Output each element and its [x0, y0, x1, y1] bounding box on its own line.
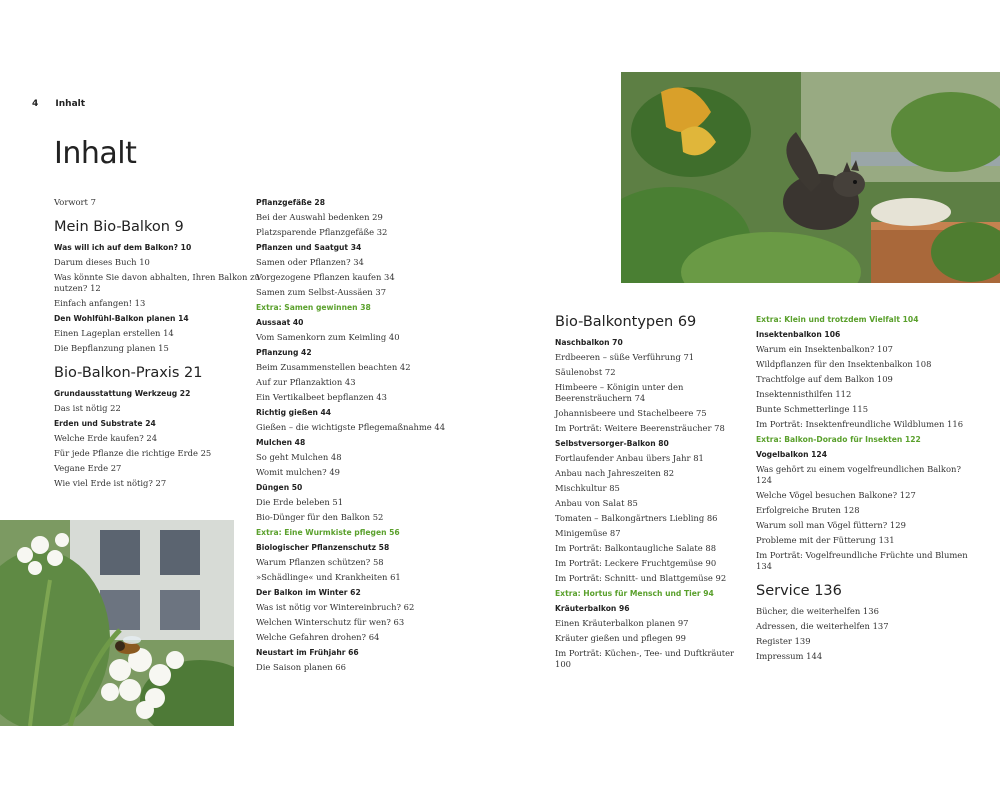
toc-entry-fuer-jede-pflanze-die-richtige-erde-25: Für jede Pflanze die richtige Erde 25 — [54, 448, 212, 458]
toc-section-den-wohlfuehl-balkon-planen-14: Den Wohlfühl-Balkon planen 14 — [54, 314, 189, 323]
toc-entry-schaedlinge-und-krankheiten-61: »Schädlinge« und Krankheiten 61 — [256, 572, 401, 582]
toc-column-4 — [756, 314, 971, 666]
toc-entry-vegane-erde-27: Vegane Erde 27 — [54, 463, 122, 473]
toc-entry-mischkultur-85: Mischkultur 85 — [555, 483, 620, 493]
toc-extra-extra-samen-gewinnen-38: Extra: Samen gewinnen 38 — [256, 303, 371, 312]
toc-entry-bei-der-auswahl-bedenken-29: Bei der Auswahl bedenken 29 — [256, 212, 383, 222]
toc-section-erden-und-substrate-24: Erden und Substrate 24 — [54, 419, 156, 428]
page-title: Inhalt — [54, 136, 137, 171]
toc-extra-extra-eine-wurmkiste-pflegen-56: Extra: Eine Wurmkiste pflegen 56 — [256, 528, 400, 537]
toc-entry-anbau-nach-jahreszeiten-82: Anbau nach Jahreszeiten 82 — [555, 468, 675, 478]
toc-entry-im-portraet-leckere-fruchtgemuese-90: Im Porträt: Leckere Fruchtgemüse 90 — [555, 558, 717, 568]
toc-entry-darum-dieses-buch-10: Darum dieses Buch 10 — [54, 257, 150, 267]
toc-entry-wildpflanzen-fuer-den-insektenbalkon-108: Wildpflanzen für den Insektenbalkon 108 — [756, 359, 932, 369]
toc-entry-was-koennte-sie-davon-abhalten-ihren-balkon-zu-n: Was könnte Sie davon abhalten, Ihren Balkon zu nutzen? 12 — [54, 272, 260, 293]
bee-on-chives-photo-image — [0, 520, 234, 726]
toc-entry-ein-vertikalbeet-bepflanzen-43: Ein Vertikalbeet bepflanzen 43 — [256, 392, 387, 402]
toc-entry-probleme-mit-der-fuetterung-131: Probleme mit der Fütterung 131 — [756, 535, 895, 545]
toc-section-neustart-im-fruehjahr-66: Neustart im Frühjahr 66 — [256, 648, 359, 657]
toc-column-2 — [256, 197, 481, 677]
toc-section-insektenbalkon-106: Insektenbalkon 106 — [756, 330, 841, 339]
toc-entry-warum-pflanzen-schuetzen-58: Warum Pflanzen schützen? 58 — [256, 557, 384, 567]
toc-entry-register-139: Register 139 — [756, 636, 811, 646]
toc-entry-vorwort-7: Vorwort 7 — [54, 197, 96, 207]
toc-entry-welchen-winterschutz-fuer-wen-63: Welchen Winterschutz für wen? 63 — [256, 617, 405, 627]
toc-chapter-bio-balkontypen-69: Bio-Balkontypen 69 — [555, 314, 697, 330]
toc-entry-warum-ein-insektenbalkon-107: Warum ein Insektenbalkon? 107 — [756, 344, 893, 354]
toc-entry-vorgezogene-pflanzen-kaufen-34: Vorgezogene Pflanzen kaufen 34 — [256, 272, 395, 282]
toc-entry-kraeuter-giessen-und-pflegen-99: Kräuter gießen und pflegen 99 — [555, 633, 686, 643]
page-number: 4 — [32, 99, 39, 109]
toc-column-1 — [54, 197, 279, 493]
toc-entry-einfach-anfangen-13: Einfach anfangen! 13 — [54, 298, 146, 308]
toc-entry-die-saison-planen-66: Die Saison planen 66 — [256, 662, 346, 672]
toc-entry-welche-erde-kaufen-24: Welche Erde kaufen? 24 — [54, 433, 158, 443]
toc-entry-wie-viel-erde-ist-noetig-27: Wie viel Erde ist nötig? 27 — [54, 478, 167, 488]
toc-entry-im-portraet-balkontaugliche-salate-88: Im Porträt: Balkontaugliche Salate 88 — [555, 543, 717, 553]
toc-entry-saeulenobst-72: Säulenobst 72 — [555, 367, 616, 377]
toc-entry-welche-voegel-besuchen-balkone-127: Welche Vögel besuchen Balkone? 127 — [756, 490, 916, 500]
toc-entry-im-portraet-kuechen-tee-und-duftkraeuter-100: Im Porträt: Küchen-, Tee- und Duftkräuter 100 — [555, 648, 735, 669]
toc-entry-platzsparende-pflanzgefaesse-32: Platzsparende Pflanzgefäße 32 — [256, 227, 388, 237]
toc-extra-extra-hortus-fuer-mensch-und-tier-94: Extra: Hortus für Mensch und Tier 94 — [555, 589, 714, 598]
toc-entry-was-ist-noetig-vor-wintereinbruch-62: Was ist nötig vor Wintereinbruch? 62 — [256, 602, 415, 612]
running-head — [32, 99, 85, 109]
toc-entry-beim-zusammenstellen-beachten-42: Beim Zusammenstellen beachten 42 — [256, 362, 411, 372]
toc-entry-bio-duenger-fuer-den-balkon-52: Bio-Dünger für den Balkon 52 — [256, 512, 384, 522]
toc-entry-samen-oder-pflanzen-34: Samen oder Pflanzen? 34 — [256, 257, 364, 267]
toc-entry-im-portraet-weitere-beerenstraeucher-78: Im Porträt: Weitere Beerensträucher 78 — [555, 423, 725, 433]
toc-entry-himbeere-koenigin-unter-den-beerenstraeuchern-74: Himbeere – Königin unter den Beerensträuchern 74 — [555, 382, 684, 403]
toc-chapter-service-136: Service 136 — [756, 583, 842, 599]
toc-section-pflanzung-42: Pflanzung 42 — [256, 348, 312, 357]
toc-entry-was-gehoert-zu-einem-vogelfreundlichen-balkon-12: Was gehört zu einem vogelfreundlichen Balkon? 124 — [756, 464, 961, 485]
squirrel-photo-image — [621, 72, 1000, 283]
toc-entry-johannisbeere-und-stachelbeere-75: Johannisbeere und Stachelbeere 75 — [555, 408, 707, 418]
running-head-title: Inhalt — [55, 99, 86, 109]
toc-section-pflanzgefaesse-28: Pflanzgefäße 28 — [256, 198, 325, 207]
toc-entry-auf-zur-pflanzaktion-43: Auf zur Pflanzaktion 43 — [256, 377, 356, 387]
toc-entry-fortlaufender-anbau-uebers-jahr-81: Fortlaufender Anbau übers Jahr 81 — [555, 453, 704, 463]
toc-entry-womit-mulchen-49: Womit mulchen? 49 — [256, 467, 340, 477]
toc-entry-trachtfolge-auf-dem-balkon-109: Trachtfolge auf dem Balkon 109 — [756, 374, 893, 384]
toc-entry-warum-soll-man-voegel-fuettern-129: Warum soll man Vögel füttern? 129 — [756, 520, 906, 530]
toc-entry-minigemuese-87: Minigemüse 87 — [555, 528, 621, 538]
bee-on-chives-photo — [0, 520, 234, 726]
toc-column-3 — [555, 313, 735, 674]
toc-section-kraeuterbalkon-96: Kräuterbalkon 96 — [555, 604, 630, 613]
toc-extra-extra-balkon-dorado-fuer-insekten-122: Extra: Balkon-Dorado für Insekten 122 — [756, 435, 921, 444]
toc-entry-buecher-die-weiterhelfen-136: Bücher, die weiterhelfen 136 — [756, 606, 879, 616]
toc-entry-insektennisthilfen-112: Insektennisthilfen 112 — [756, 389, 852, 399]
toc-entry-erfolgreiche-bruten-128: Erfolgreiche Bruten 128 — [756, 505, 860, 515]
toc-section-selbstversorger-balkon-80: Selbstversorger-Balkon 80 — [555, 439, 669, 448]
toc-entry-anbau-von-salat-85: Anbau von Salat 85 — [555, 498, 638, 508]
toc-entry-so-geht-mulchen-48: So geht Mulchen 48 — [256, 452, 342, 462]
toc-entry-einen-kraeuterbalkon-planen-97: Einen Kräuterbalkon planen 97 — [555, 618, 689, 628]
toc-entry-im-portraet-vogelfreundliche-fruechte-und-blumen: Im Porträt: Vogelfreundliche Früchte und Blumen 134 — [756, 550, 968, 571]
toc-entry-erdbeeren-suesse-verfuehrung-71: Erdbeeren – süße Verführung 71 — [555, 352, 695, 362]
squirrel-photo — [621, 72, 1000, 283]
toc-entry-im-portraet-insektenfreundliche-wildblumen-116: Im Porträt: Insektenfreundliche Wildblumen 116 — [756, 419, 964, 429]
toc-section-naschbalkon-70: Naschbalkon 70 — [555, 338, 623, 347]
toc-entry-bunte-schmetterlinge-115: Bunte Schmetterlinge 115 — [756, 404, 869, 414]
toc-extra-extra-klein-und-trotzdem-vielfalt-104: Extra: Klein und trotzdem Vielfalt 104 — [756, 315, 919, 324]
toc-entry-tomaten-balkongaertners-liebling-86: Tomaten – Balkongärtners Liebling 86 — [555, 513, 718, 523]
toc-section-pflanzen-und-saatgut-34: Pflanzen und Saatgut 34 — [256, 243, 362, 252]
toc-entry-vom-samenkorn-zum-keimling-40: Vom Samenkorn zum Keimling 40 — [256, 332, 400, 342]
toc-chapter-bio-balkon-praxis-21: Bio-Balkon-Praxis 21 — [54, 365, 203, 381]
toc-entry-die-erde-beleben-51: Die Erde beleben 51 — [256, 497, 344, 507]
toc-entry-einen-lageplan-erstellen-14: Einen Lageplan erstellen 14 — [54, 328, 174, 338]
toc-entry-welche-gefahren-drohen-64: Welche Gefahren drohen? 64 — [256, 632, 380, 642]
toc-entry-adressen-die-weiterhelfen-137: Adressen, die weiterhelfen 137 — [756, 621, 889, 631]
toc-section-aussaat-40: Aussaat 40 — [256, 318, 304, 327]
toc-chapter-mein-bio-balkon-9: Mein Bio-Balkon 9 — [54, 219, 184, 235]
toc-section-grundausstattung-werkzeug-22: Grundausstattung Werkzeug 22 — [54, 389, 191, 398]
toc-entry-im-portraet-schnitt-und-blattgemuese-92: Im Porträt: Schnitt- und Blattgemüse 92 — [555, 573, 727, 583]
toc-section-mulchen-48: Mulchen 48 — [256, 438, 306, 447]
toc-section-was-will-ich-auf-dem-balkon-10: Was will ich auf dem Balkon? 10 — [54, 243, 192, 252]
toc-entry-impressum-144: Impressum 144 — [756, 651, 823, 661]
toc-entry-die-bepflanzung-planen-15: Die Bepflanzung planen 15 — [54, 343, 169, 353]
toc-section-vogelbalkon-124: Vogelbalkon 124 — [756, 450, 827, 459]
toc-entry-das-ist-noetig-22: Das ist nötig 22 — [54, 403, 121, 413]
toc-entry-samen-zum-selbst-aussaeen-37: Samen zum Selbst-Aussäen 37 — [256, 287, 387, 297]
toc-section-der-balkon-im-winter-62: Der Balkon im Winter 62 — [256, 588, 361, 597]
toc-entry-giessen-die-wichtigste-pflegemassnahme-44: Gießen – die wichtigste Pflegemaßnahme 44 — [256, 422, 446, 432]
toc-section-duengen-50: Düngen 50 — [256, 483, 303, 492]
toc-section-biologischer-pflanzenschutz-58: Biologischer Pflanzenschutz 58 — [256, 543, 390, 552]
toc-section-richtig-giessen-44: Richtig gießen 44 — [256, 408, 332, 417]
